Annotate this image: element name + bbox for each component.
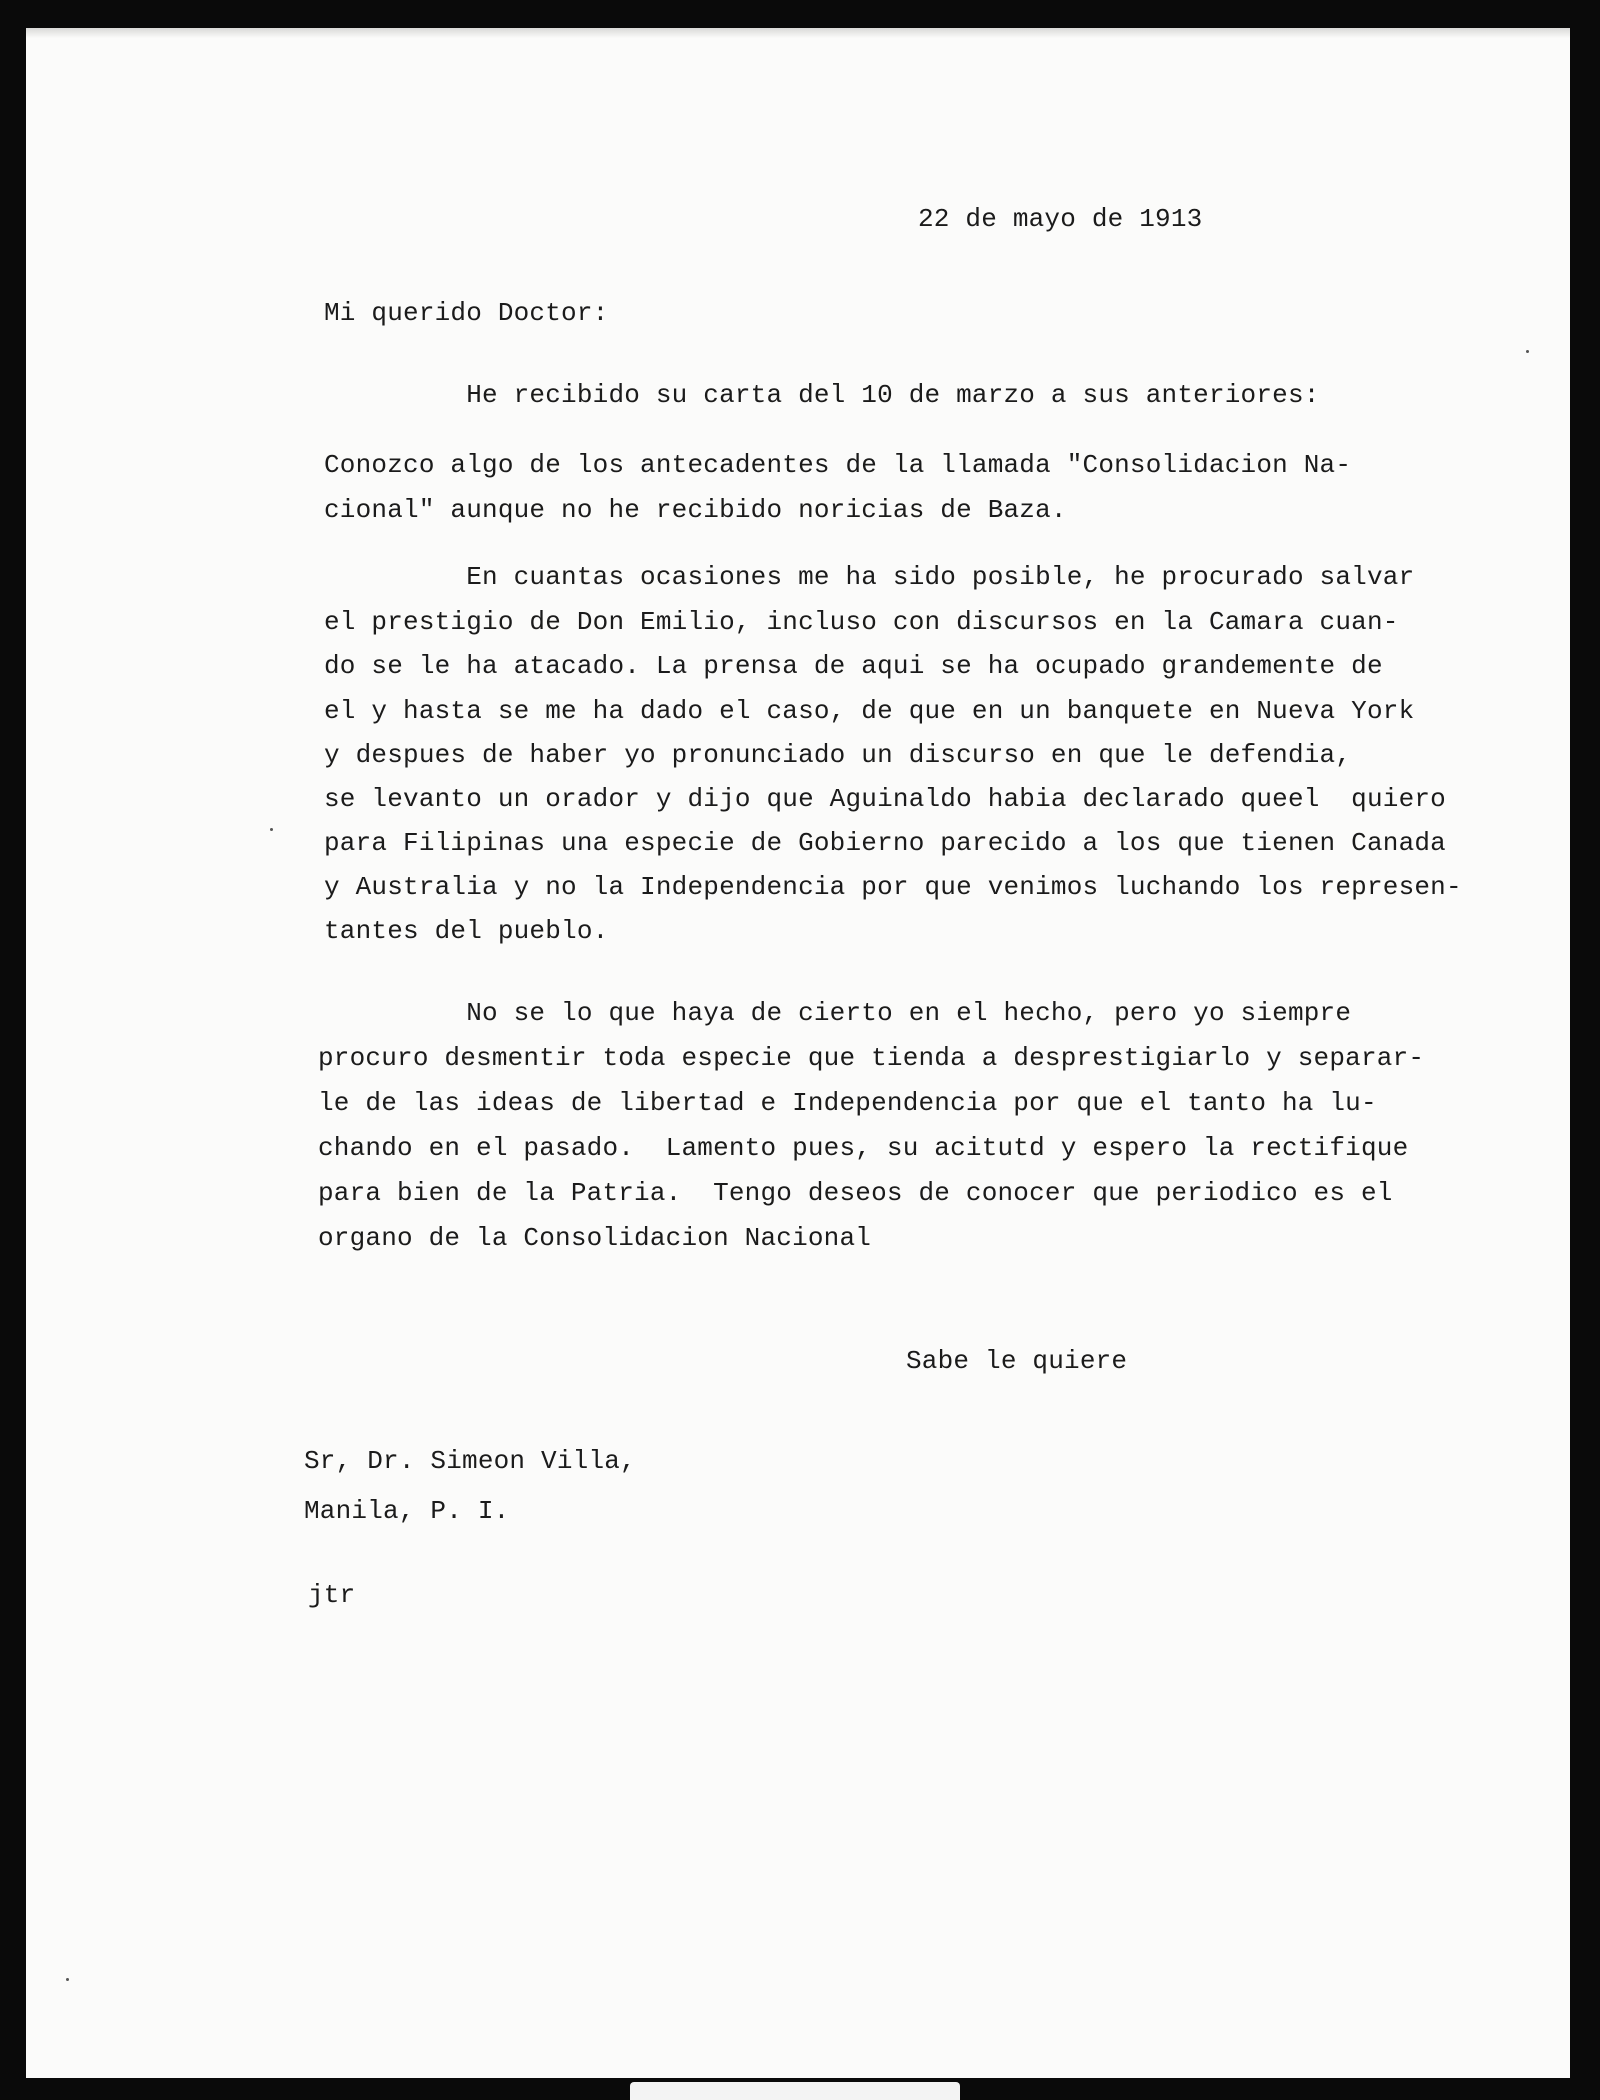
closing: Sabe le quiere xyxy=(906,1346,1128,1376)
body-line: el y hasta se me ha dado el caso, de que en un banquete en Nueva York xyxy=(324,696,1415,726)
body-line: para bien de la Patria. Tengo deseos de conocer que periodico es el xyxy=(318,1178,1393,1208)
body-line: y despues de haber yo pronunciado un discurso en que le defendia, xyxy=(324,740,1352,770)
typist-initials: jtr xyxy=(308,1580,356,1610)
recipient-city: Manila, P. I. xyxy=(304,1496,510,1526)
body-line: se levanto un orador y dijo que Aguinaldo habia declarado queel quiero xyxy=(324,784,1446,814)
body-line: le de las ideas de libertad e Independencia por que el tanto ha lu- xyxy=(318,1088,1377,1118)
body-line: No se lo que haya de cierto en el hecho, pero yo siempre xyxy=(324,998,1352,1028)
body-line: y Australia y no la Independencia por que venimos luchando los represen- xyxy=(324,872,1462,902)
letter-date: 22 de mayo de 1913 xyxy=(918,204,1203,234)
scan-speck xyxy=(1526,350,1529,353)
body-line: procuro desmentir toda especie que tienda a desprestigiarlo y separar- xyxy=(318,1043,1425,1073)
body-line: En cuantas ocasiones me ha sido posible, he procurado salvar xyxy=(324,562,1415,592)
scan-speck xyxy=(66,1978,69,1981)
body-line: cional" aunque no he recibido noricias de Baza. xyxy=(324,495,1067,525)
letter-page xyxy=(26,28,1570,2078)
body-line: chando en el pasado. Lamento pues, su acitutd y espero la rectifique xyxy=(318,1133,1409,1163)
salutation: Mi querido Doctor: xyxy=(324,298,609,328)
body-line: el prestigio de Don Emilio, incluso con discursos en la Camara cuan- xyxy=(324,607,1399,637)
body-line: He recibido su carta del 10 de marzo a sus anteriores: xyxy=(324,380,1320,410)
scan-speck xyxy=(270,828,273,831)
body-line: Conozco algo de los antecadentes de la llamada "Consolidacion Na- xyxy=(324,450,1352,480)
body-line: organo de la Consolidacion Nacional xyxy=(318,1223,872,1253)
body-line: tantes del pueblo. xyxy=(324,916,609,946)
film-tab xyxy=(630,2082,960,2100)
body-line: para Filipinas una especie de Gobierno parecido a los que tienen Canada xyxy=(324,828,1446,858)
body-line: do se le ha atacado. La prensa de aqui se ha ocupado grandemente de xyxy=(324,651,1383,681)
recipient-name: Sr, Dr. Simeon Villa, xyxy=(304,1446,636,1476)
